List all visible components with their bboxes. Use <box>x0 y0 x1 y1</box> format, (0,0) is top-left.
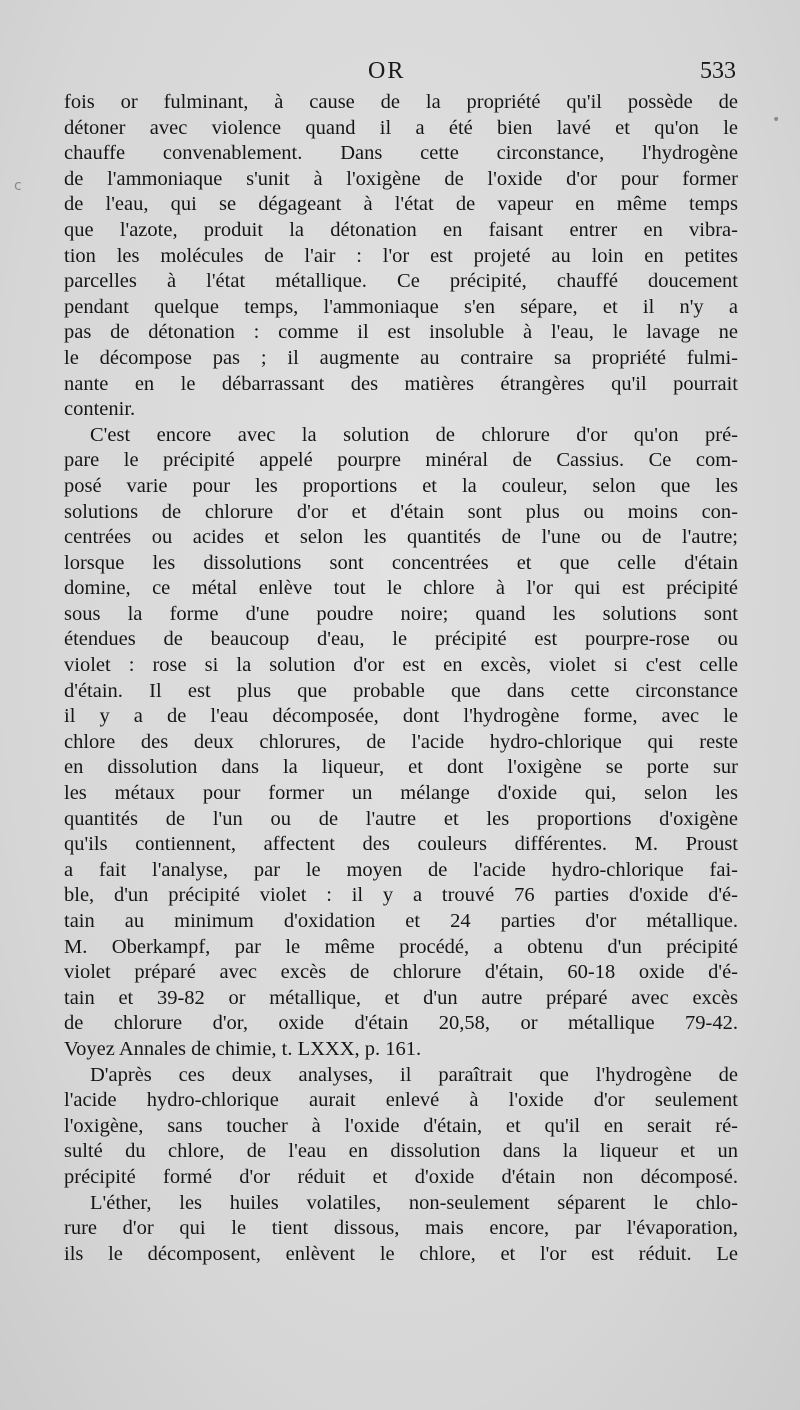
text-line: Voyez Annales de chimie, t. LXXX, p. 161. <box>64 1037 422 1060</box>
text-line: sulté du chlore, de l'eau en dissolution dans la liqueur et un <box>64 1140 738 1163</box>
text-line: les métaux pour former un mélange d'oxide qui, selon les <box>64 782 738 805</box>
text-line: pas de détonation : comme il est insoluble à l'eau, le lavage ne <box>64 321 738 344</box>
margin-speck: c <box>14 178 22 194</box>
text-line: détoner avec violence quand il a été bien lavé et qu'on le <box>64 116 738 139</box>
text-line: le décompose pas ; il augmente au contraire sa propriété fulmi- <box>64 346 738 369</box>
text-line: tain et 39-82 or métallique, et d'un autre préparé avec excès <box>64 986 738 1009</box>
text-line: de l'eau, qui se dégageant à l'état de vapeur en même temps <box>64 193 738 216</box>
text-line: précipité formé d'or réduit et d'oxide d'étain non décomposé. <box>64 1165 738 1188</box>
text-line: L'éther, les huiles volatiles, non-seulement séparent le chlo- <box>90 1191 738 1214</box>
text-line: qu'ils contiennent, affectent des couleurs différentes. M. Proust <box>64 833 738 856</box>
page-number: 533 <box>700 58 736 84</box>
page-header <box>0 58 800 94</box>
text-line: pare le précipité appelé pourpre minéral de Cassius. Ce com- <box>64 449 738 472</box>
text-line: que l'azote, produit la détonation en faisant entrer en vibra- <box>64 218 738 241</box>
margin-speck: • <box>772 112 781 128</box>
body-text <box>64 90 738 1267</box>
text-line: parcelles à l'état métallique. Ce précipité, chauffé doucement <box>64 270 738 293</box>
text-line: chauffe convenablement. Dans cette circonstance, l'hydrogène <box>64 142 738 165</box>
text-line: étendues de beaucoup d'eau, le précipité est pourpre-rose ou <box>64 628 738 651</box>
text-line: l'acide hydro-chlorique aurait enlevé à l'oxide d'or seulement <box>64 1089 738 1112</box>
text-line: nante en le débarrassant des matières étrangères qu'il pourrait <box>64 372 738 395</box>
text-line: posé varie pour les proportions et la couleur, selon que les <box>64 474 738 497</box>
text-line: lorsque les dissolutions sont concentrées et que celle d'étain <box>64 551 738 574</box>
text-line: chlore des deux chlorures, de l'acide hydro-chlorique qui reste <box>64 730 738 753</box>
text-line: tion les molécules de l'air : l'or est projeté au loin en petites <box>64 244 738 267</box>
text-line: rure d'or qui le tient dissous, mais encore, par l'évaporation, <box>64 1217 738 1240</box>
text-line: M. Oberkampf, par le même procédé, a obtenu d'un précipité <box>64 935 738 958</box>
text-line: d'étain. Il est plus que probable que dans cette circonstance <box>64 679 738 702</box>
text-line: sous la forme d'une poudre noire; quand les solutions sont <box>64 602 738 625</box>
text-line: de l'ammoniaque s'unit à l'oxigène de l'oxide d'or pour former <box>64 167 738 190</box>
text-line: ils le décomposent, enlèvent le chlore, et l'or est réduit. Le <box>64 1242 738 1265</box>
text-line: il y a de l'eau décomposée, dont l'hydrogène forme, avec le <box>64 705 738 728</box>
text-line: D'après ces deux analyses, il paraîtrait que l'hydrogène de <box>90 1063 738 1086</box>
text-line: a fait l'analyse, par le moyen de l'acide hydro-chlorique fai- <box>64 858 738 881</box>
text-line: tain au minimum d'oxidation et 24 parties d'or métallique. <box>64 910 738 932</box>
text-line: en dissolution dans la liqueur, et dont l'oxigène se porte sur <box>64 756 738 779</box>
text-line: quantités de l'un ou de l'autre et les proportions d'oxigène <box>64 807 738 830</box>
text-line: domine, ce métal enlève tout le chlore à l'or qui est précipité <box>64 577 738 600</box>
text-line: violet préparé avec excès de chlorure d'étain, 60-18 oxide d'é- <box>64 961 738 984</box>
text-line: contenir. <box>64 398 136 421</box>
text-line: centrées ou acides et selon les quantités de l'une ou de l'autre; <box>64 526 738 549</box>
text-line: ble, d'un précipité violet : il y a trouvé 76 parties d'oxide d'é- <box>64 884 738 907</box>
text-line: solutions de chlorure d'or et d'étain sont plus ou moins con- <box>64 500 738 523</box>
text-line: de chlorure d'or, oxide d'étain 20,58, or métallique 79-42. <box>64 1012 738 1035</box>
text-line: l'oxigène, sans toucher à l'oxide d'étain, et qu'il en serait ré- <box>64 1114 738 1137</box>
text-line: C'est encore avec la solution de chlorure d'or qu'on pré- <box>90 423 738 446</box>
text-line: violet : rose si la solution d'or est en excès, violet si c'est celle <box>64 654 738 677</box>
text-line: fois or fulminant, à cause de la propriété qu'il possède de <box>64 91 738 113</box>
text-line: pendant quelque temps, l'ammoniaque s'en sépare, et il n'y a <box>64 295 738 318</box>
running-head: OR <box>368 58 406 84</box>
